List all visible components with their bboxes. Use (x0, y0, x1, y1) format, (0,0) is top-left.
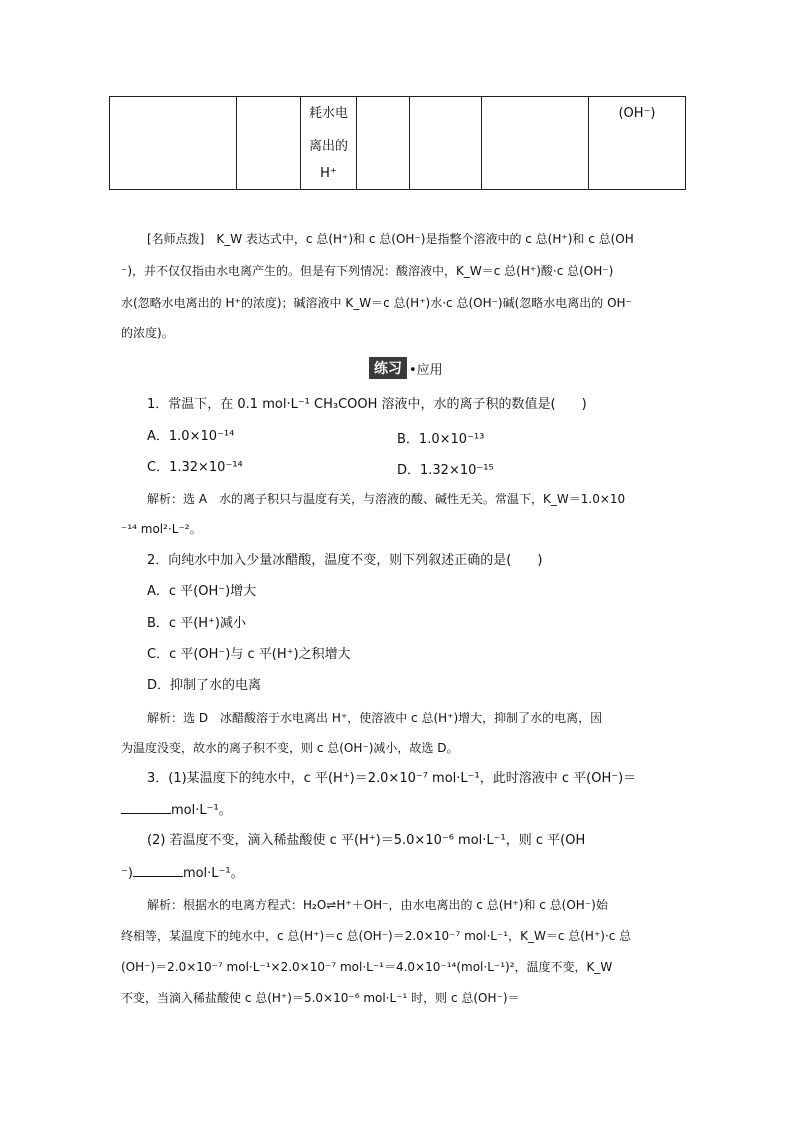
q1-option-a: A．1.0×10⁻¹⁴ (147, 429, 235, 444)
table-cell (110, 97, 237, 190)
q1-solution-2: ⁻¹⁴ mol²·L⁻²。 (121, 522, 202, 536)
answer-blank[interactable] (121, 801, 171, 814)
table-cell (237, 97, 301, 190)
q1-option-b: B．1.0×10⁻¹³ (397, 432, 485, 447)
table-cell (301, 97, 357, 190)
table-cell (589, 97, 686, 190)
note-line-1: [名师点拨] K_W 表达式中，c 总(H⁺)和 c 总(OH⁻)是指整个溶液中的 c 总(H⁺)和 c 总(OH (147, 232, 634, 246)
q3-solution-2: 终相等，某温度下的纯水中，c 总(H⁺)＝c 总(OH⁻)＝2.0×10⁻⁷ mol·L⁻¹，K_W＝c 总(H⁺)·c 总 (121, 929, 632, 943)
q3-part2-answer (121, 864, 674, 883)
table-cell (482, 97, 589, 190)
answer-blank[interactable] (133, 864, 183, 877)
q1-option-c: C．1.32×10⁻¹⁴ (147, 460, 243, 475)
note-line-2: ⁻)，并不仅仅指由水电离产生的。但是有下列情况：酸溶液中，K_W＝c 总(H⁺)酸·c 总(OH⁻) (121, 264, 614, 278)
section-box: 练习 (369, 357, 407, 379)
q3-part2: (2) 若温度不变，滴入稀盐酸使 c 平(H⁺)＝5.0×10⁻⁶ mol·L⁻¹，则 c 平(OH (147, 833, 586, 848)
q3-solution-1: 解析：根据水的电离方程式：H₂O⇌H⁺＋OH⁻，由水电离出的 c 总(H⁺)和 c 总(OH⁻)始 (147, 898, 608, 912)
q1-solution-1: 解析：选 A 水的离子积只与温度有关，与溶液的酸、碱性无关。常温下，K_W＝1.0×10 (147, 492, 626, 506)
q2-solution-2: 为温度没变，故水的离子积不变，则 c 总(OH⁻)减小，故选 D。 (121, 741, 459, 755)
q3-solution-4: 不变，当滴入稀盐酸使 c 总(H⁺)＝5.0×10⁻⁶ mol·L⁻¹ 时，则 c 总(OH⁻)＝ (121, 991, 520, 1005)
q2-stem: 2．向纯水中加入少量冰醋酸，温度不变，则下列叙述正确的是( ) (147, 553, 543, 568)
note-line-3: 水(忽略水电离出的 H⁺的浓度)；碱溶液中 K_W＝c 总(H⁺)水·c 总(OH⁻)碱(忽略水电离出的 OH⁻ (121, 296, 632, 310)
q3-part1-answer (121, 801, 674, 820)
table-cell (357, 97, 410, 190)
cell-line: (OH⁻) (618, 106, 656, 121)
q2-option-c: C．c 平(OH⁻)与 c 平(H⁺)之积增大 (147, 647, 351, 662)
cell-line: H⁺ (320, 166, 337, 181)
q2-option-b: B．c 平(H⁺)减小 (147, 616, 246, 631)
q2-option-a: A．c 平(OH⁻)增大 (147, 584, 257, 599)
table-cell (410, 97, 482, 190)
q1-option-d: D．1.32×10⁻¹⁵ (397, 463, 494, 478)
section-title: •应用 (409, 362, 443, 378)
unit: mol·L⁻¹。 (171, 803, 232, 818)
q2-solution-1: 解析：选 D 冰醋酸溶于水电离出 H⁺，使溶液中 c 总(H⁺)增大，抑制了水的电离，因 (147, 711, 603, 725)
q3-part1: 3．(1)某温度下的纯水中，c 平(H⁺)＝2.0×10⁻⁷ mol·L⁻¹，此时溶液中 c 平(OH⁻)＝ (147, 771, 637, 786)
data-table (109, 96, 686, 190)
q3-solution-3: (OH⁻)＝2.0×10⁻⁷ mol·L⁻¹×2.0×10⁻⁷ mol·L⁻¹＝4.0×10⁻¹⁴(mol·L⁻¹)²，温度不变，K_W (121, 960, 613, 974)
note-line-4: 的浓度)。 (121, 326, 174, 340)
unit: mol·L⁻¹。 (182, 866, 244, 881)
q2-option-d: D．抑制了水的电离 (147, 678, 262, 693)
section-header (369, 356, 443, 380)
cell-line: 耗水电 (308, 106, 348, 121)
q1-stem: 1．常温下，在 0.1 mol·L⁻¹ CH₃COOH 溶液中，水的离子积的数值是( ) (147, 397, 587, 412)
cell-line: 离出的 (308, 139, 348, 154)
prefix: ⁻) (121, 866, 133, 881)
